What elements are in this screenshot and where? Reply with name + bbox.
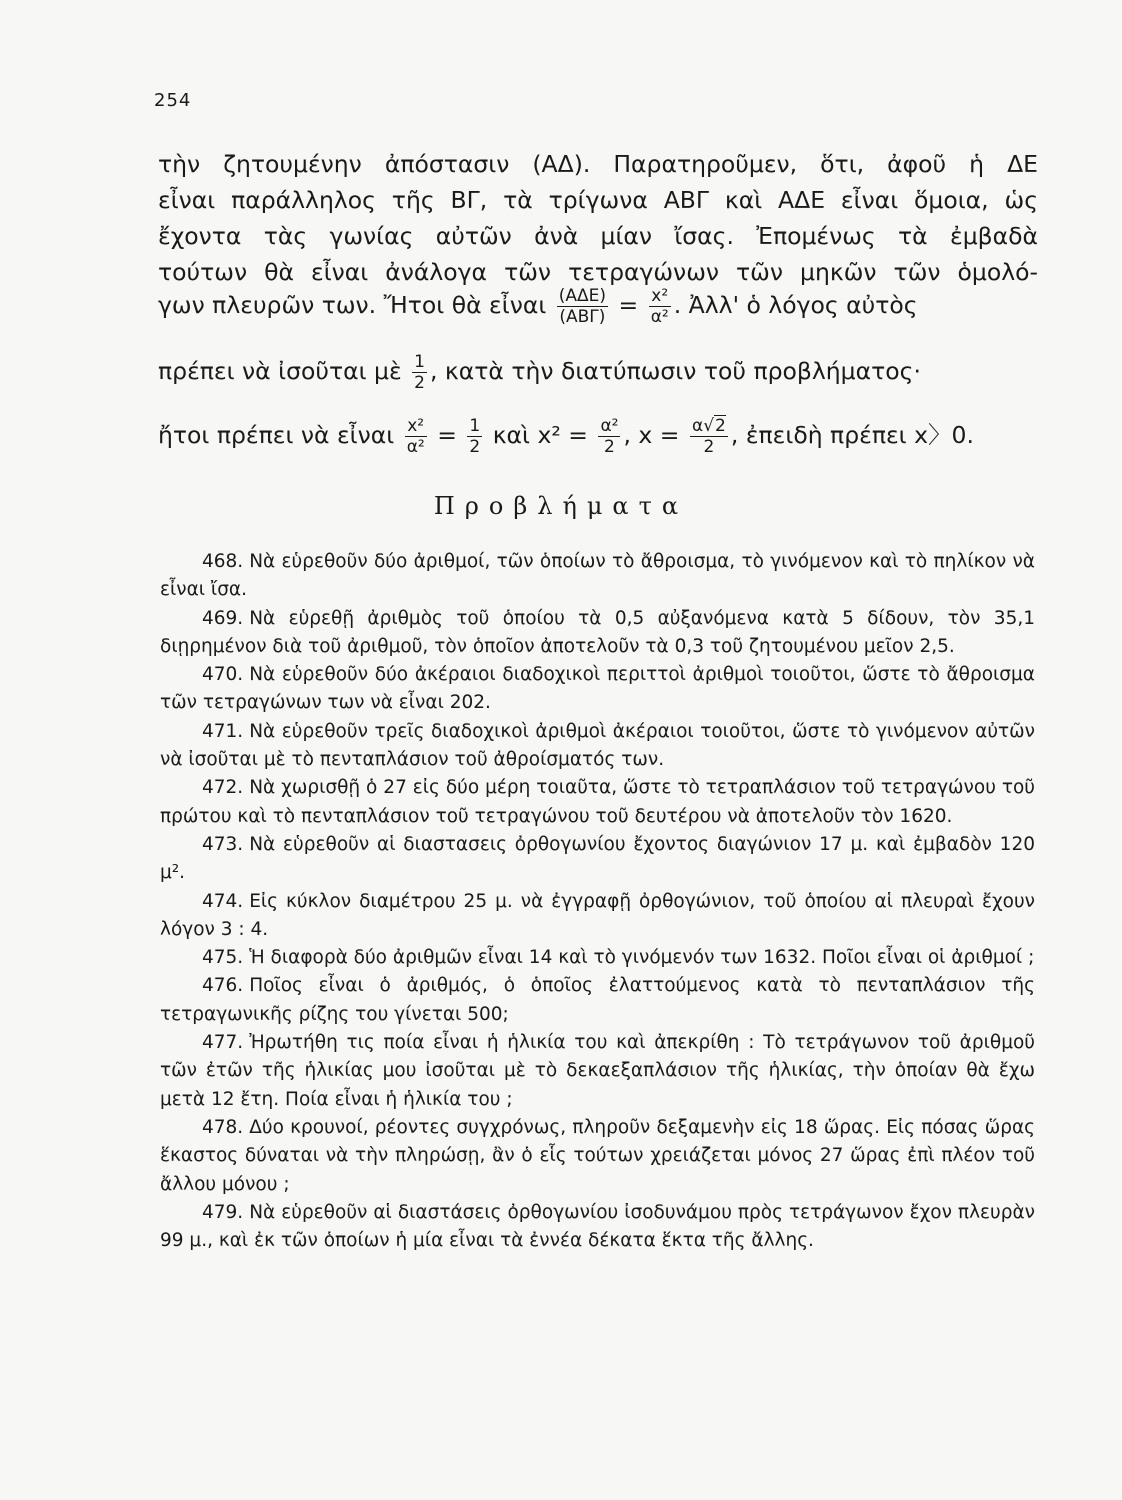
text-segment: . Ἀλλ' ὁ λόγος αὐτὸς [673,291,918,319]
fraction-denominator: 2 [469,437,481,457]
page-number: 254 [154,90,192,111]
intro-line: εἶναι παράλληλος τῆς ΒΓ, τὰ τρίγωνα ΑΒΓ καὶ ΑΔΕ εἶναι ὅμοια, ὡς [158,186,1038,214]
problem-item [160,888,1035,945]
problem-text: Νὰ εὑρεθοῦν τρεῖς διαδοχικοὶ ἀριθμοὶ ἀκέραιοι τοιοῦτοι, ὥστε τὸ γινόμενον αὐτῶν νὰ ἰσοῦται μὲ τὸ πενταπλάσιον τοῦ ἀθροίσματός των. [160,720,1035,771]
fraction-a2-half [598,416,620,457]
fraction-numerator: x² [407,416,425,436]
problem-item [160,661,1035,718]
fraction-denominator: 2 [598,436,620,457]
ratio-equation-line [158,286,1038,327]
problem-text: Ἡ διαφορὰ δύο ἀριθμῶν εἶναι 14 καὶ τὸ γινόμενόν των 1632. Ποῖοι εἶναι οἱ ἀριθμοί ; [249,947,1035,969]
intro-line: ἔχοντα τὰς γωνίας αὐτῶν ἀνὰ μίαν ἴσας. Ἐπομένως τὰ ἐμβαδὰ [158,222,1038,250]
intro-line: τούτων θὰ εἶναι ἀνάλογα τῶν τετραγώνων τῶν μηκῶν τῶν ὁμολό- [158,258,1038,286]
section-heading: Προβλήματα [433,492,689,520]
fraction-denominator: α² [406,437,425,457]
problem-number: 475. [202,947,244,969]
problem-item [160,605,1035,662]
fraction-numerator: α² [600,416,619,436]
problem-item [160,718,1035,775]
problem-item [160,831,1035,888]
problem-text: Εἰς κύκλον διαμέτρου 25 μ. νὰ ἐγγραφῇ ὀρθογώνιον, τοῦ ὁποίου αἱ πλευραὶ ἔχουν λόγον 3 : 4. [160,890,1035,940]
problem-text: Νὰ εὑρεθῇ ἀριθμὸς τοῦ ὁποίου τὰ 0,5 αὐξανόμενα κατὰ 5 δίδουν, τὸν 35,1 διῃρημένον διὰ τοῦ ἀριθμοῦ, τὸν ὁποῖον ἀποτελοῦν τὰ 0,3 τοῦ ζητουμένου μεῖον 2,5. [160,607,1035,657]
fraction-denominator: α² [650,307,669,327]
solution-line [158,416,1038,457]
fraction-x2-a2 [649,286,671,327]
fraction-area-ratio [557,286,608,327]
equals-sign: = [618,291,639,319]
problem-number: 478. [202,1116,244,1138]
problem-number: 473. [202,833,244,855]
text-segment: , ἐπειδὴ πρέπει x〉0. [730,421,974,449]
text-segment: πρέπει νὰ ἰσοῦται μὲ [158,357,402,385]
root-sign: √ [703,416,715,436]
problem-text: Ἠρωτήθη τις ποία εἶναι ἡ ἡλικία του καὶ ἀπεκρίθη : Τὸ τετράγωνον τοῦ ἀριθμοῦ τῶν ἐτῶν τῆς ἡλικίας μου ἰσοῦται μὲ τὸ δεκαεξαπλάσιον τῆς ἡλικίας, τὴν ὁποίαν θὰ ἔχω μετὰ 12 ἔτη. Ποία εἶναι ἡ ἡλικία του ; [160,1032,1035,1110]
problem-text: Δύο κρουνοί, ρέοντες συγχρόνως, πληροῦν δεξαμενὴν εἰς 18 ὥρας. Εἰς πόσας ὥρας ἕκαστος δύναται νὰ τὴν πληρώσῃ, ἂν ὁ εἷς τούτων χρειάζεται μόνος 27 ὥρας ἐπὶ πλέον τοῦ ἄλλου μόνου ; [160,1116,1035,1195]
text-segment: ἤτοι πρέπει νὰ εἶναι [158,421,395,449]
equals-sign: = [437,421,457,449]
problems-list [160,548,1035,1255]
fraction-denominator: 2 [414,373,425,393]
fraction-one-half [467,416,482,457]
fraction-one-half [412,352,427,393]
fraction-denominator: 2 [690,436,728,457]
alpha-symbol: α [691,416,704,436]
problem-text: Νὰ εὑρεθοῦν δύο ἀριθμοί, τῶν ὁποίων τὸ ἄθροισμα, τὸ γινόμενον καὶ τὸ πηλίκον νὰ εἶναι ἴσα. [160,551,1035,601]
problem-text: Ποῖος εἶναι ὁ ἀριθμός, ὁ ὁποῖος ἐλαττούμενος κατὰ τὸ πενταπλάσιον τῆς τετραγωνικῆς ρίζης του γίνεται 500; [160,975,1035,1025]
problem-text: Νὰ εὑρεθοῦν δύο ἀκέραιοι διαδοχικοὶ περιττοὶ ἀριθμοὶ τοιοῦτοι, ὥστε τὸ ἄθροισμα τῶν τετραγώνων των νὰ εἶναι 202. [160,664,1035,714]
text-segment: , x = [623,421,680,449]
fraction-x2-a2 [405,416,427,457]
problem-item [160,1029,1035,1114]
intro-line: τὴν ζητουμένην ἀπόστασιν (ΑΔ). Παρατηροῦμεν, ὅτι, ἀφοῦ ἡ ΔΕ [158,150,1038,178]
problem-item [160,774,1035,831]
fraction-a-root2-half [690,416,728,457]
problem-number: 472. [202,777,244,799]
problem-number: 476. [202,975,244,997]
problem-text: Νὰ χωρισθῇ ὁ 27 εἰς δύο μέρη τοιαῦτα, ὥστε τὸ τετραπλάσιον τοῦ τετραγώνου τοῦ πρώτου καὶ τὸ πενταπλάσιον τοῦ τετραγώνου τοῦ δευτέρου νὰ ἀποτελοῦν τὸν 1620. [160,777,1035,827]
problem-item [160,548,1035,605]
problem-number: 469. [202,607,244,629]
problem-item [160,1199,1035,1256]
fraction-numerator: 1 [469,416,481,436]
problem-number: 474. [202,890,244,912]
problem-number: 468. [202,551,244,572]
half-condition-line [158,352,1038,393]
problem-number: 479. [202,1201,244,1223]
text-segment: γων πλευρῶν των. Ἤτοι θὰ εἶναι [158,291,547,319]
fraction-numerator: 1 [414,352,425,372]
problem-number: 471. [202,720,244,742]
fraction-numerator: (ΑΔΕ) [558,286,607,306]
fraction-numerator [690,416,728,436]
fraction-numerator: x² [651,286,669,306]
problem-item [160,944,1035,972]
text-segment: καὶ x² = [492,421,588,449]
intro-paragraph [158,146,1038,290]
problem-text: Νὰ εὑρεθοῦν αἱ διαστάσεις ὀρθογωνίου ἰσοδυνάμου πρὸς τετράγωνον ἔχον πλευρὰν 99 μ., καὶ ἐκ τῶν ὁποίων ἡ μία εἶναι τὰ ἐννέα δέκατα ἕκτα τῆς ἄλλης. [160,1201,1035,1252]
fraction-denominator: (ΑΒΓ) [557,306,608,327]
radicand: 2 [715,416,726,436]
text-segment: , κατὰ τὴν διατύπωσιν τοῦ προβλήματος· [429,357,921,385]
problem-number: 470. [202,664,244,686]
problem-item [160,972,1035,1029]
problem-number: 477. [202,1032,244,1054]
problem-item [160,1114,1035,1199]
problem-text: Νὰ εὑρεθοῦν αἱ διαστασεις ὀρθογωνίου ἔχοντος διαγώνιον 17 μ. καὶ ἐμβαδὸν 120 μ². [160,833,1035,884]
